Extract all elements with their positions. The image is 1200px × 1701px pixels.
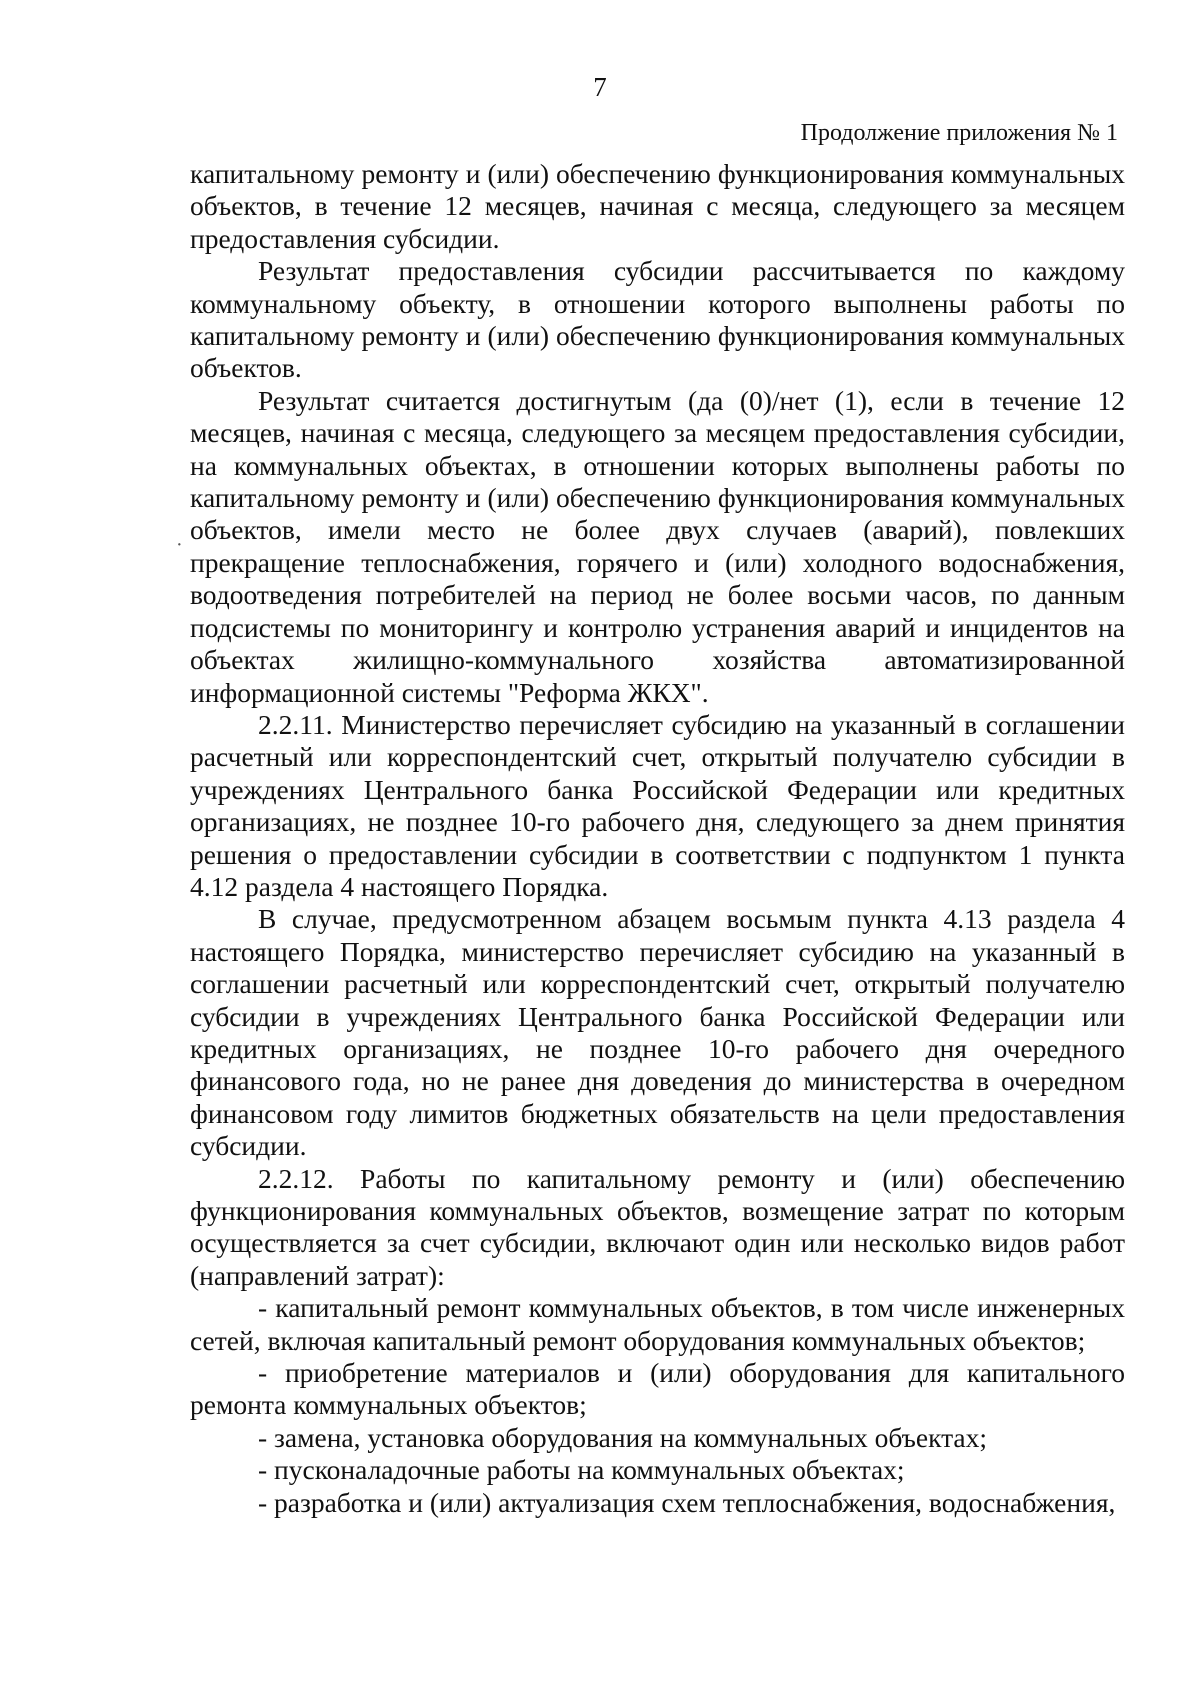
paragraph-2-2-11: 2.2.11. Министерство перечисляет субсидию на указанный в соглашении расчетный или корреспондентский счет, открытый получателю субсидии в учреждениях Центрального банка Российской Федерации или кредитных организациях, не позднее 10-го рабочего дня, следующего за днем принятия решения о предоставлении субсидии в соответствии с подпунктом 1 пункта 4.12 раздела 4 настоящего Порядка.	[190, 708, 1125, 902]
page-number: 7	[593, 72, 607, 102]
list-item-equipment-replacement: - замена, установка оборудования на коммунальных объектах;	[258, 1421, 988, 1453]
document-body	[190, 158, 1125, 1519]
paragraph-continuation: капитальному ремонту и (или) обеспечению функционирования коммунальных объектов, в течение 12 месяцев, начиная с месяца, следующего за месяцем предоставления субсидии.	[190, 158, 1125, 254]
list-item-capital-repair: - капитальный ремонт коммунальных объектов, в том числе инженерных сетей, включая капитальный ремонт оборудования коммунальных объектов;	[190, 1292, 1125, 1356]
appendix-continuation-label: Продолжение приложения № 1	[800, 120, 1118, 146]
paragraph-result-achieved: Результат считается достигнутым (да (0)/нет (1), если в течение 12 месяцев, начиная с месяца, следующего за месяцем предоставления субсидии, на коммунальных объектах, в отношении которых выполнены работы по капитальному ремонту и (или) обеспечению функционирования коммунальных объектов, имели место не более двух случаев (аварий), повлекших прекращение теплоснабжения, горячего и (или) холодного водоснабжения, водоотведения потребителей на период не более восьми часов, по данным подсистемы по мониторингу и контролю устранения аварий и инцидентов на объектах жилищно-коммунального хозяйства автоматизированной информационной системы "Реформа ЖКХ".	[190, 384, 1125, 708]
paragraph-result-calculation: Результат предоставления субсидии рассчитывается по каждому коммунальному объекту, в отношении которого выполнены работы по капитальному ремонту и (или) обеспечению функционирования коммунальных объектов.	[190, 255, 1125, 384]
list-item-commissioning: - пусконаладочные работы на коммунальных объектах;	[258, 1454, 905, 1486]
list-item-schemes-development: - разработка и (или) актуализация схем теплоснабжения, водоснабжения,	[258, 1486, 1116, 1518]
paragraph-special-case: В случае, предусмотренном абзацем восьмым пункта 4.13 раздела 4 настоящего Порядка, министерство перечисляет субсидию на указанный в соглашении расчетный или корреспондентский счет, открытый получателю субсидии в учреждениях Центрального банка Российской Федерации или кредитных организациях, не позднее 10-го рабочего дня очередного финансового года, но не ранее дня доведения до министерства в очередном финансовом году лимитов бюджетных обязательств на цели предоставления субсидии.	[190, 903, 1125, 1162]
scan-mark: ·	[176, 534, 183, 556]
list-item-materials-purchase: - приобретение материалов и (или) оборудования для капитального ремонта коммунальных объектов;	[190, 1357, 1125, 1421]
paragraph-2-2-12: 2.2.12. Работы по капитальному ремонту и (или) обеспечению функционирования коммунальных объектов, возмещение затрат по которым осуществляется за счет субсидии, включают один или несколько видов работ (направлений затрат):	[190, 1162, 1125, 1291]
